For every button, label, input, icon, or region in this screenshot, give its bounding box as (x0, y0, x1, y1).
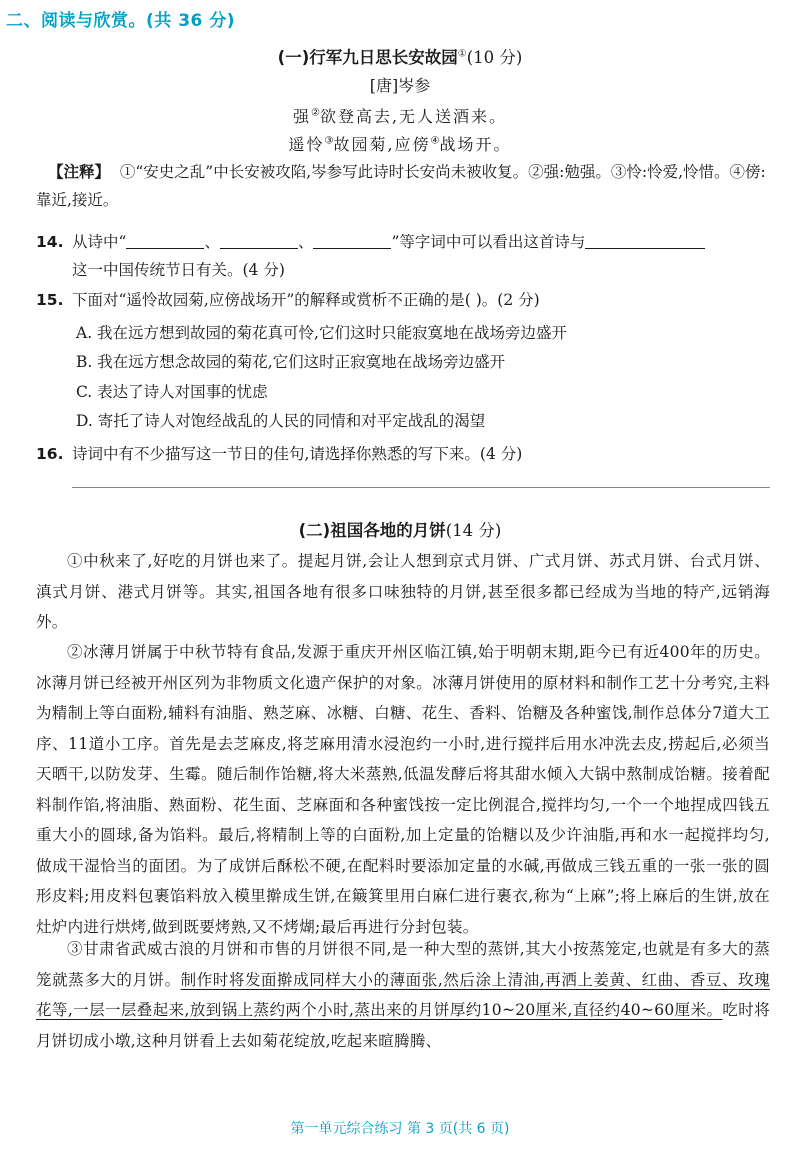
poem-title-points: (10 分) (466, 48, 523, 67)
poem-title-note-mark: ① (457, 48, 467, 60)
question-14-sep-1: 、 (204, 233, 220, 251)
paragraph-1: ①中秋来了,好吃的月饼也来了。提起月饼,会让人想到京式月饼、广式月饼、苏式月饼、台式月饼、滇式月饼、港式月饼等。其实,祖国各地有很多口味独特的月饼,甚至很多都已经成为当地的特产,远销海外。 (36, 552, 770, 631)
option-b: B. 我在远方想念故园的菊花,它们这时正寂寞地在战场旁边盛开 (76, 353, 506, 371)
option-d: D. 寄托了诗人对饱经战乱的人民的同情和对平定战乱的渴望 (76, 412, 486, 430)
poem-line-1 (0, 104, 800, 127)
notes-label: 【注释】 (48, 163, 111, 181)
question-14-text-a: 从诗中“ (72, 233, 127, 251)
question-16-number: 16. (36, 445, 64, 463)
notes-text: ①“安史之乱”中长安被攻陷,岑参写此诗时长安尚未被收复。②强:勉强。③怜:怜爱,怜惜。④傍:靠近,接近。 (36, 163, 766, 209)
poem-line-2-b: 故园菊,应傍 (333, 135, 431, 154)
passage-title (0, 517, 800, 541)
poem-line-2-a: 遥怜 (288, 135, 325, 154)
poem-line-2-note-b: ④ (430, 135, 440, 147)
paragraph-3-underlined: 制作时将发面擀成同样大小的薄面张,然后涂上清油,再洒上姜黄、红曲、香豆、玫瑰花等,一层一层叠起来,放到锅上蒸约两个小时,蒸出来的月饼厚约10~20厘米,直径约40~60厘米。 (36, 970, 770, 1019)
poem-author: [唐]岑参 (369, 76, 431, 95)
poem-title-text: (一)行军九日思长安故园 (277, 48, 458, 67)
passage-title-points: (14 分) (445, 521, 502, 540)
section-title: 二、阅读与欣赏。(共 36 分) (6, 11, 236, 31)
poem-line-2-c: 战场开。 (439, 135, 512, 154)
answer-blank-1[interactable] (126, 232, 204, 249)
question-15-text: 下面对“遥怜故园菊,应傍战场开”的解释或赏析不正确的是( )。(2 分) (72, 291, 540, 309)
poem-title (0, 44, 800, 68)
question-15 (36, 286, 770, 314)
question-14-text-b: ”等字词中可以看出这首诗与 (391, 233, 586, 251)
paragraph-3-b: 吃时将月饼切成小墩,这种月饼看上去如菊花绽放,吃起来暄腾腾、 (36, 1001, 770, 1050)
answer-blank-festival[interactable] (585, 232, 705, 249)
paragraph-3-a: ③甘肃省武威古浪的月饼和市售的月饼很不同,是一种大型的蒸饼,其大小按蒸笼定,也就是有多大的蒸笼就蒸多大的月饼。 (36, 940, 770, 989)
question-14-number: 14. (36, 233, 64, 251)
question-14 (36, 228, 770, 284)
answer-blank-2[interactable] (220, 232, 298, 249)
poem-line-2 (0, 132, 800, 155)
notes (36, 158, 770, 214)
question-14-sep-2: 、 (297, 233, 314, 251)
poem-line-1-a: 强 (292, 107, 311, 126)
page-footer: 第一单元综合练习 第 3 页(共 6 页) (290, 1121, 510, 1137)
passage-title-text: (二)祖国各地的月饼 (298, 521, 446, 540)
answer-blank-3[interactable] (313, 232, 391, 249)
option-c: C. 表达了诗人对国事的忧虑 (76, 383, 268, 401)
poem-line-1-note: ② (310, 107, 320, 119)
paragraph-2: ②冰薄月饼属于中秋节特有食品,发源于重庆开州区临江镇,始于明朝末期,距今已有近400年的历史。冰薄月饼已经被开州区列为非物质文化遗产保护的对象。冰薄月饼使用的原材料和制作工艺十分考究,主料为精制上等白面粉,辅料有油脂、熟芝麻、冰糖、白糖、花生、香料、饴糖及各种蜜饯,制作总体分7道大工序、11道小工序。首先是去芝麻皮,将芝麻用清水浸泡约一小时,进行搅拌后用水冲洗去皮,捞起后,必须当天晒干,以防发芽、生霉。随后制作饴糖,将大米蒸熟,低温发酵后将其甜水倾入大锅中熬制成饴糖。接着配料制作馅,将油脂、熟面粉、花生面、芝麻面和各种蜜饯按一定比例混合,搅拌均匀,一个一个地捏成四钱五重大小的圆球,备为馅料。最后,将精制上等的白面粉,加上定量的饴糖以及少许油脂,再和水一起搅拌均匀,做成干湿恰当的面团。为了成饼后酥松不硬,在配料时要添加定量的水碱,再做成三钱五重的一张一张的圆形皮料;用皮料包裹馅料放入模里擀成生饼,在簸箕里用白麻仁进行裹衣,称为“上麻”;将上麻后的生饼,放在灶炉内进行烘烤,做到既要烤熟,又不烤煳;最后再进行分封包装。 (36, 643, 770, 936)
question-16-text: 诗词中有不少描写这一节日的佳句,请选择你熟悉的写下来。(4 分) (72, 445, 523, 463)
poem-line-2-note-a: ③ (324, 135, 334, 147)
paragraph-3 (36, 934, 770, 1056)
question-14-text-c: 这一中国传统节日有关。(4 分) (72, 261, 285, 279)
question-15-number: 15. (36, 291, 64, 309)
answer-line[interactable] (72, 487, 770, 488)
poem-line-1-b: 欲登高去,无人送酒来。 (319, 107, 508, 126)
option-a: A. 我在远方想到故园的菊花真可怜,它们这时只能寂寞地在战场旁边盛开 (76, 324, 567, 342)
question-16 (36, 440, 770, 468)
